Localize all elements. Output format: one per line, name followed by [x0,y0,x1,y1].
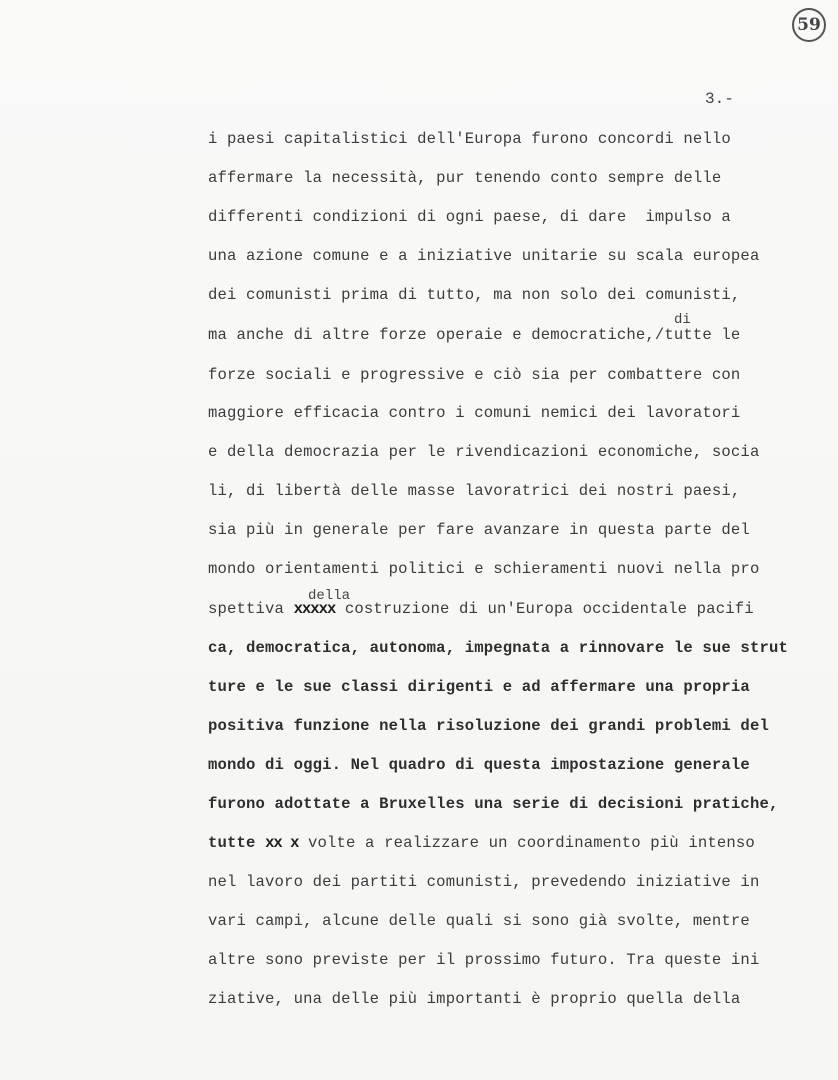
text-line-10: li, di libertà delle masse lavoratrici dei nostri paesi, [208,482,741,500]
text-line-14: ca, democratica, autonoma, impegnata a rinnovare le sue strut [208,639,788,657]
line-19-prefix: tutte [208,834,256,852]
page-number: 3.- [705,90,734,108]
text-line-9: e della democrazia per le rivendicazioni economiche, socia [208,443,760,461]
text-line-19 [208,834,755,852]
line-19-rest: volte a realizzare un coordinamento più intenso [308,834,755,852]
text-line-3: differenti condizioni di ogni paese, di dare impulso a [208,208,731,226]
text-line-11: sia più in generale per fare avanzare in questa parte del [208,521,750,539]
text-line-20: nel lavoro dei partiti comunisti, prevedendo iniziative in [208,873,760,891]
text-line-5: dei comunisti prima di tutto, ma non solo dei comunisti, [208,286,741,304]
text-line-18: furono adottate a Bruxelles una serie di decisioni pratiche, [208,795,779,813]
text-line-2: affermare la necessità, pur tenendo conto sempre delle [208,169,722,187]
struck-text-1: xxxxx [293,600,336,618]
text-line-7: forze sociali e progressive e ciò sia per combattere con [208,366,741,384]
struck-text-2: xx x [265,834,299,852]
text-line-21: vari campi, alcune delle quali si sono già svolte, mentre [208,912,750,930]
text-line-6: ma anche di altre forze operaie e democratiche,/tutte le [208,326,741,344]
text-line-15: ture e le sue classi dirigenti e ad affermare una propria [208,678,750,696]
text-line-1: i paesi capitalistici dell'Europa furono concordi nello [208,130,731,148]
text-line-17: mondo di oggi. Nel quadro di questa impostazione generale [208,756,750,774]
page-stamp: 59 [792,8,826,42]
line-13-prefix: spettiva [208,600,285,618]
text-line-4: una azione comune e a iniziative unitarie su scala europea [208,247,760,265]
insertion-della: della [308,588,351,604]
line-13-rest: costruzione di un'Europa occidentale pacifi [344,600,754,618]
text-line-13 [208,600,754,618]
insertion-di: di [674,312,691,328]
text-line-23: ziative, una delle più importanti è proprio quella della [208,990,741,1008]
text-line-16: positiva funzione nella risoluzione dei grandi problemi del [208,717,769,735]
text-line-12: mondo orientamenti politici e schieramenti nuovi nella pro [208,560,760,578]
text-line-22: altre sono previste per il prossimo futuro. Tra queste ini [208,951,760,969]
text-line-8: maggiore efficacia contro i comuni nemici dei lavoratori [208,404,741,422]
